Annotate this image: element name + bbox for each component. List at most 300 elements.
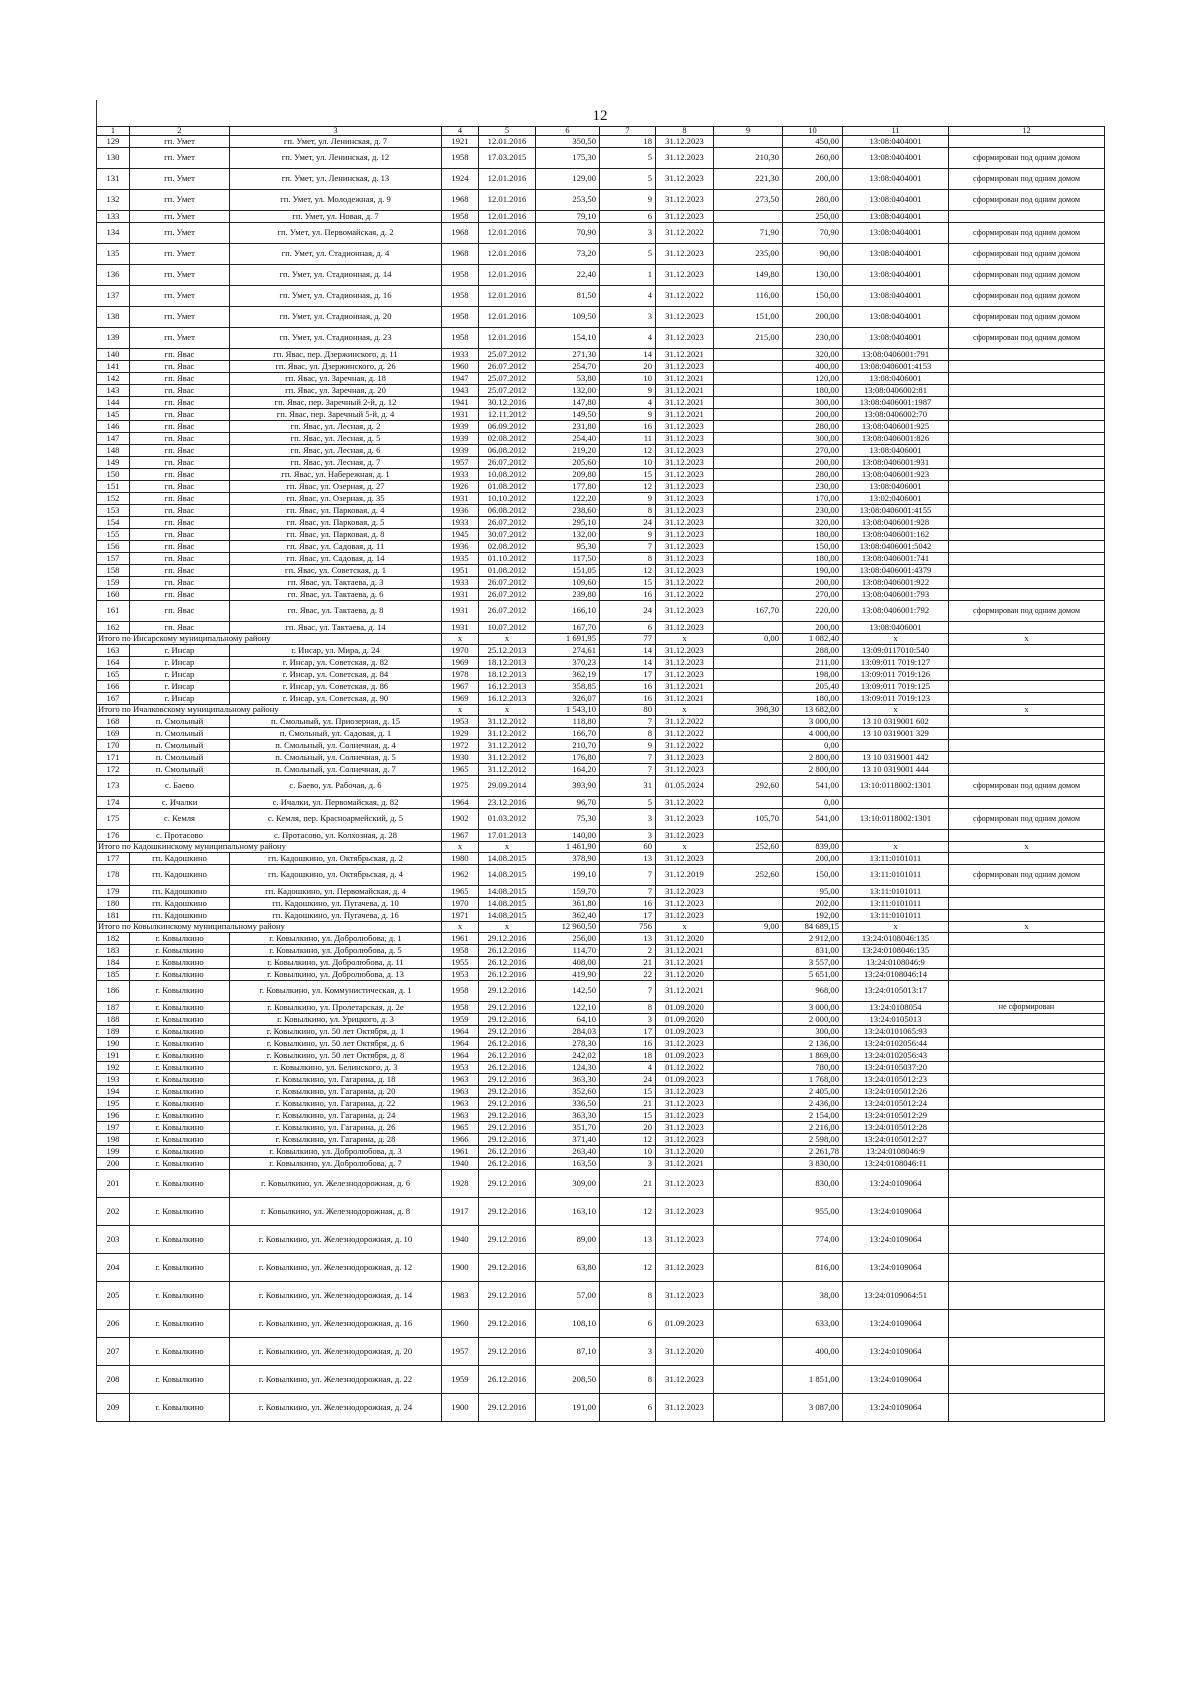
table-row bbox=[97, 421, 1105, 433]
cell-row-number: 207 bbox=[97, 1338, 130, 1366]
cell-cadastral-number: 13:08:0404001 bbox=[843, 211, 949, 223]
cell-plot-area bbox=[714, 669, 783, 681]
cell-resettle-date: 31.12.2023 bbox=[656, 307, 714, 328]
cell-plot-area bbox=[714, 1086, 783, 1098]
cell-row-number: 129 bbox=[97, 136, 130, 148]
total-resettle-date: x bbox=[656, 922, 714, 933]
table-row bbox=[97, 1014, 1105, 1026]
cell-residents: 24 bbox=[600, 601, 656, 622]
cell-residents: 5 bbox=[600, 244, 656, 265]
cell-area: 238,60 bbox=[536, 505, 600, 517]
cell-note bbox=[949, 1338, 1105, 1366]
cell-note bbox=[949, 349, 1105, 361]
cell-area: 166,10 bbox=[536, 601, 600, 622]
cell-row-number: 186 bbox=[97, 981, 130, 1002]
cell-cadastral-number: 13:24:0105013 bbox=[843, 1014, 949, 1026]
cell-land-area: 300,00 bbox=[783, 1026, 843, 1038]
cell-row-number: 197 bbox=[97, 1122, 130, 1134]
cell-area: 164,20 bbox=[536, 764, 600, 776]
cell-row-number: 145 bbox=[97, 409, 130, 421]
cell-cadastral-number: 13:08:0406001:4153 bbox=[843, 361, 949, 373]
cell-resettle-date: 31.12.2023 bbox=[656, 1110, 714, 1122]
cell-residents: 15 bbox=[600, 1110, 656, 1122]
cell-area: 393,90 bbox=[536, 776, 600, 797]
cell-date-recognized: 29.12.2016 bbox=[479, 1338, 536, 1366]
cell-note: сформирован под одним домом bbox=[949, 601, 1105, 622]
cell-resettle-date: 31.12.2021 bbox=[656, 397, 714, 409]
cell-row-number: 193 bbox=[97, 1074, 130, 1086]
cell-cadastral-number: 13:24:0105012:26 bbox=[843, 1086, 949, 1098]
cell-note bbox=[949, 981, 1105, 1002]
cell-note bbox=[949, 622, 1105, 634]
total-area: 1 461,90 bbox=[536, 842, 600, 853]
cell-address: гп. Явас, ул. Лесная, д. 6 bbox=[230, 445, 442, 457]
cell-resettle-date: 31.12.2021 bbox=[656, 349, 714, 361]
cell-residents: 18 bbox=[600, 136, 656, 148]
cell-plot-area bbox=[714, 1146, 783, 1158]
cell-settlement: гп. Явас bbox=[130, 505, 230, 517]
cell-resettle-date: 31.12.2023 bbox=[656, 517, 714, 529]
total-land-area: 1 082,40 bbox=[783, 634, 843, 645]
total-resettle-date: x bbox=[656, 634, 714, 645]
cell-resettle-date: 01.09.2020 bbox=[656, 1002, 714, 1014]
cell-address: гп. Явас, ул. Тактаева, д. 14 bbox=[230, 622, 442, 634]
cell-address: гп. Кадошкино, ул. Октябрьская, д. 4 bbox=[230, 865, 442, 886]
cell-address: г. Ковылкино, ул. Пролетарская, д. 2е bbox=[230, 1002, 442, 1014]
cell-address: г. Инсар, ул. Советская, д. 84 bbox=[230, 669, 442, 681]
table-row bbox=[97, 265, 1105, 286]
table-row bbox=[97, 797, 1105, 809]
cell-plot-area bbox=[714, 898, 783, 910]
cell-build-year: 1968 bbox=[442, 190, 479, 211]
cell-settlement: г. Ковылкино bbox=[130, 1226, 230, 1254]
cell-settlement: гп. Явас bbox=[130, 601, 230, 622]
cell-area: 176,80 bbox=[536, 752, 600, 764]
cell-cadastral-number: 13:24:0105012:23 bbox=[843, 1074, 949, 1086]
total-residents: 756 bbox=[600, 922, 656, 933]
cell-date-recognized: 18.12.2013 bbox=[479, 669, 536, 681]
cell-residents: 17 bbox=[600, 1026, 656, 1038]
cell-date-recognized: 26.12.2016 bbox=[479, 1050, 536, 1062]
total-plot-area: 9,00 bbox=[714, 922, 783, 933]
table-row bbox=[97, 1062, 1105, 1074]
cell-residents: 1 bbox=[600, 265, 656, 286]
cell-cadastral-number: 13:08:0406001 bbox=[843, 445, 949, 457]
cell-address: гп. Явас, ул. Тактаева, д. 6 bbox=[230, 589, 442, 601]
cell-cadastral-number: 13:08:0406001:826 bbox=[843, 433, 949, 445]
cell-row-number: 206 bbox=[97, 1310, 130, 1338]
cell-resettle-date: 31.12.2023 bbox=[656, 148, 714, 169]
cell-date-recognized: 12.01.2016 bbox=[479, 244, 536, 265]
cell-address: г. Ковылкино, ул. Добролюбова, д. 5 bbox=[230, 945, 442, 957]
cell-build-year: 1957 bbox=[442, 1338, 479, 1366]
cell-note: сформирован под одним домом bbox=[949, 865, 1105, 886]
cell-row-number: 135 bbox=[97, 244, 130, 265]
cell-address: п. Смольный, ул. Солнечная, д. 7 bbox=[230, 764, 442, 776]
total-note: x bbox=[949, 842, 1105, 853]
cell-residents: 6 bbox=[600, 1394, 656, 1422]
column-number-header bbox=[97, 127, 1105, 136]
cell-land-area: 180,00 bbox=[783, 385, 843, 397]
cell-note bbox=[949, 764, 1105, 776]
cell-cadastral-number: 13:24:0109064 bbox=[843, 1226, 949, 1254]
cell-cadastral-number: 13:08:0404001 bbox=[843, 148, 949, 169]
cell-date-recognized: 29.12.2016 bbox=[479, 1110, 536, 1122]
cell-resettle-date: 31.12.2023 bbox=[656, 553, 714, 565]
cell-date-recognized: 29.12.2016 bbox=[479, 1170, 536, 1198]
cell-settlement: п. Смольный bbox=[130, 740, 230, 752]
cell-residents: 9 bbox=[600, 190, 656, 211]
cell-land-area: 300,00 bbox=[783, 397, 843, 409]
cell-land-area: 130,00 bbox=[783, 265, 843, 286]
cell-note bbox=[949, 1158, 1105, 1170]
cell-plot-area: 71,90 bbox=[714, 223, 783, 244]
cell-date-recognized: 14.08.2015 bbox=[479, 853, 536, 865]
cell-note: сформирован под одним домом bbox=[949, 223, 1105, 244]
cell-date-recognized: 06.08.2012 bbox=[479, 445, 536, 457]
cell-date-recognized: 12.01.2016 bbox=[479, 223, 536, 244]
cell-note bbox=[949, 136, 1105, 148]
cell-date-recognized: 31.12.2012 bbox=[479, 764, 536, 776]
cell-build-year: 1958 bbox=[442, 328, 479, 349]
cell-land-area: 192,00 bbox=[783, 910, 843, 922]
cell-cadastral-number: 13:24:0109064 bbox=[843, 1338, 949, 1366]
cell-land-area: 831,00 bbox=[783, 945, 843, 957]
cell-settlement: гп. Явас bbox=[130, 349, 230, 361]
cell-settlement: гп. Явас bbox=[130, 373, 230, 385]
cell-note bbox=[949, 1062, 1105, 1074]
cell-address: г. Ковылкино, ул. Гагарина, д. 26 bbox=[230, 1122, 442, 1134]
cell-note bbox=[949, 716, 1105, 728]
cell-build-year: 1939 bbox=[442, 445, 479, 457]
table-row bbox=[97, 1026, 1105, 1038]
table-row bbox=[97, 211, 1105, 223]
cell-residents: 8 bbox=[600, 728, 656, 740]
cell-residents: 31 bbox=[600, 776, 656, 797]
cell-land-area: 780,00 bbox=[783, 1062, 843, 1074]
cell-cadastral-number: 13:08:0406001:922 bbox=[843, 577, 949, 589]
table-row bbox=[97, 223, 1105, 244]
cell-residents: 9 bbox=[600, 409, 656, 421]
cell-row-number: 156 bbox=[97, 541, 130, 553]
cell-row-number: 181 bbox=[97, 910, 130, 922]
cell-settlement: гп. Явас bbox=[130, 565, 230, 577]
cell-resettle-date: 31.12.2023 bbox=[656, 457, 714, 469]
cell-address: гп. Явас, ул. Лесная, д. 5 bbox=[230, 433, 442, 445]
cell-address: г. Ковылкино, ул. Добролюбова, д. 1 bbox=[230, 933, 442, 945]
cell-row-number: 173 bbox=[97, 776, 130, 797]
cell-address: гп. Явас, ул. Тактаева, д. 8 bbox=[230, 601, 442, 622]
cell-land-area: 150,00 bbox=[783, 865, 843, 886]
cell-settlement: гп. Умет bbox=[130, 328, 230, 349]
cell-resettle-date: 31.12.2021 bbox=[656, 1158, 714, 1170]
cell-build-year: 1939 bbox=[442, 421, 479, 433]
cell-cadastral-number: 13:11:0101011 bbox=[843, 898, 949, 910]
cell-residents: 21 bbox=[600, 957, 656, 969]
cell-plot-area bbox=[714, 752, 783, 764]
cell-area: 363,30 bbox=[536, 1110, 600, 1122]
cell-cadastral-number: 13:08:0404001 bbox=[843, 307, 949, 328]
cell-plot-area bbox=[714, 373, 783, 385]
table-row bbox=[97, 373, 1105, 385]
cell-settlement: г. Ковылкино bbox=[130, 933, 230, 945]
cell-area: 79,10 bbox=[536, 211, 600, 223]
cell-date-recognized: 26.12.2016 bbox=[479, 945, 536, 957]
cell-settlement: гп. Кадошкино bbox=[130, 865, 230, 886]
cell-settlement: г. Ковылкино bbox=[130, 1146, 230, 1158]
cell-address: г. Ковылкино, ул. Добролюбова, д. 11 bbox=[230, 957, 442, 969]
cell-note bbox=[949, 517, 1105, 529]
cell-land-area: 230,00 bbox=[783, 505, 843, 517]
cell-residents: 10 bbox=[600, 373, 656, 385]
cell-residents: 5 bbox=[600, 148, 656, 169]
cell-plot-area bbox=[714, 693, 783, 705]
cell-plot-area bbox=[714, 728, 783, 740]
cell-settlement: п. Смольный bbox=[130, 764, 230, 776]
cell-area: 63,80 bbox=[536, 1254, 600, 1282]
cell-area: 239,80 bbox=[536, 589, 600, 601]
cell-residents: 3 bbox=[600, 1338, 656, 1366]
cell-plot-area bbox=[714, 1366, 783, 1394]
cell-area: 132,00 bbox=[536, 529, 600, 541]
cell-plot-area bbox=[714, 681, 783, 693]
cell-row-number: 153 bbox=[97, 505, 130, 517]
cell-land-area: 2 912,00 bbox=[783, 933, 843, 945]
cell-resettle-date: 31.12.2021 bbox=[656, 693, 714, 705]
cell-land-area: 200,00 bbox=[783, 307, 843, 328]
cell-address: п. Смольный, ул. Солнечная, д. 5 bbox=[230, 752, 442, 764]
cell-note bbox=[949, 933, 1105, 945]
cell-area: 177,80 bbox=[536, 481, 600, 493]
cell-plot-area bbox=[714, 969, 783, 981]
cell-plot-area bbox=[714, 1170, 783, 1198]
cell-date-recognized: 26.07.2012 bbox=[479, 601, 536, 622]
cell-build-year: 1931 bbox=[442, 409, 479, 421]
cell-settlement: г. Ковылкино bbox=[130, 969, 230, 981]
cell-plot-area bbox=[714, 517, 783, 529]
cell-settlement: гп. Умет bbox=[130, 190, 230, 211]
cell-land-area: 200,00 bbox=[783, 622, 843, 634]
cell-resettle-date: 31.12.2021 bbox=[656, 681, 714, 693]
cell-address: г. Ковылкино, ул. Гагарина, д. 28 bbox=[230, 1134, 442, 1146]
cell-row-number: 166 bbox=[97, 681, 130, 693]
cell-build-year: 1960 bbox=[442, 1310, 479, 1338]
cell-row-number: 144 bbox=[97, 397, 130, 409]
cell-note: сформирован под одним домом bbox=[949, 286, 1105, 307]
total-build-year: x bbox=[442, 842, 479, 853]
cell-build-year: 1902 bbox=[442, 809, 479, 830]
cell-area: 254,40 bbox=[536, 433, 600, 445]
cell-settlement: г. Ковылкино bbox=[130, 1134, 230, 1146]
cell-note bbox=[949, 853, 1105, 865]
cell-build-year: 1931 bbox=[442, 493, 479, 505]
cell-note bbox=[949, 385, 1105, 397]
cell-residents: 8 bbox=[600, 1002, 656, 1014]
cell-settlement: п. Смольный bbox=[130, 752, 230, 764]
cell-settlement: г. Ковылкино bbox=[130, 1158, 230, 1170]
cell-date-recognized: 17.01.2013 bbox=[479, 830, 536, 842]
cell-residents: 17 bbox=[600, 910, 656, 922]
cell-settlement: г. Ковылкино bbox=[130, 957, 230, 969]
cell-land-area bbox=[783, 830, 843, 842]
cell-land-area: 1 869,00 bbox=[783, 1050, 843, 1062]
cell-residents: 5 bbox=[600, 797, 656, 809]
cell-area: 210,70 bbox=[536, 740, 600, 752]
total-area: 1 543,10 bbox=[536, 705, 600, 716]
cell-settlement: с. Протасово bbox=[130, 830, 230, 842]
cell-resettle-date: 31.12.2023 bbox=[656, 244, 714, 265]
cell-date-recognized: 25.07.2012 bbox=[479, 349, 536, 361]
total-land-area: 13 682,00 bbox=[783, 705, 843, 716]
table-row bbox=[97, 1098, 1105, 1110]
cell-cadastral-number: 13:08:0406001:1987 bbox=[843, 397, 949, 409]
cell-address: гп. Явас, ул. Садовая, д. 11 bbox=[230, 541, 442, 553]
cell-row-number: 168 bbox=[97, 716, 130, 728]
cell-build-year: 1931 bbox=[442, 622, 479, 634]
cell-date-recognized: 01.08.2012 bbox=[479, 481, 536, 493]
total-note: x bbox=[949, 634, 1105, 645]
cell-row-number: 149 bbox=[97, 457, 130, 469]
table-row bbox=[97, 148, 1105, 169]
cell-address: гп. Явас, ул. Озерная, д. 27 bbox=[230, 481, 442, 493]
cell-area: 378,90 bbox=[536, 853, 600, 865]
column-header-8: 8 bbox=[656, 127, 714, 136]
district-total-label: Итого по Инсарскому муниципальному району bbox=[97, 634, 442, 645]
cell-row-number: 202 bbox=[97, 1198, 130, 1226]
cell-address: г. Ковылкино, ул. Железнодорожная, д. 12 bbox=[230, 1254, 442, 1282]
cell-area: 361,80 bbox=[536, 898, 600, 910]
cell-land-area: 400,00 bbox=[783, 361, 843, 373]
cell-resettle-date: 31.12.2023 bbox=[656, 764, 714, 776]
cell-residents: 21 bbox=[600, 1170, 656, 1198]
cell-plot-area bbox=[714, 1338, 783, 1366]
cell-date-recognized: 29.12.2016 bbox=[479, 1086, 536, 1098]
cell-area: 242,02 bbox=[536, 1050, 600, 1062]
cell-row-number: 175 bbox=[97, 809, 130, 830]
cell-area: 109,50 bbox=[536, 307, 600, 328]
cell-land-area: 180,00 bbox=[783, 693, 843, 705]
cell-row-number: 160 bbox=[97, 589, 130, 601]
cell-plot-area bbox=[714, 1038, 783, 1050]
cell-build-year: 1933 bbox=[442, 349, 479, 361]
cell-date-recognized: 12.01.2016 bbox=[479, 169, 536, 190]
cell-note: сформирован под одним домом bbox=[949, 190, 1105, 211]
table-row bbox=[97, 1170, 1105, 1198]
cell-build-year: 1968 bbox=[442, 244, 479, 265]
cell-address: гп. Умет, ул. Молодежная, д. 9 bbox=[230, 190, 442, 211]
cell-settlement: гп. Явас bbox=[130, 409, 230, 421]
cell-build-year: 1930 bbox=[442, 752, 479, 764]
cell-settlement: гп. Явас bbox=[130, 589, 230, 601]
cell-build-year: 1983 bbox=[442, 1282, 479, 1310]
cell-residents: 3 bbox=[600, 223, 656, 244]
cell-resettle-date: 31.12.2023 bbox=[656, 853, 714, 865]
cell-land-area: 3 087,00 bbox=[783, 1394, 843, 1422]
cell-resettle-date: 31.12.2023 bbox=[656, 1394, 714, 1422]
cell-cadastral-number: 13:08:0404001 bbox=[843, 328, 949, 349]
cell-date-recognized: 01.03.2012 bbox=[479, 809, 536, 830]
registry-body bbox=[97, 127, 1105, 1422]
cell-note bbox=[949, 1038, 1105, 1050]
cell-resettle-date: 31.12.2023 bbox=[656, 505, 714, 517]
cell-area: 175,30 bbox=[536, 148, 600, 169]
housing-registry-table bbox=[96, 126, 1105, 1422]
cell-row-number: 148 bbox=[97, 445, 130, 457]
cell-address: г. Ковылкино, ул. Железнодорожная, д. 16 bbox=[230, 1310, 442, 1338]
cell-residents: 7 bbox=[600, 865, 656, 886]
table-row bbox=[97, 1198, 1105, 1226]
cell-plot-area bbox=[714, 505, 783, 517]
cell-address: гп. Умет, ул. Стадионная, д. 4 bbox=[230, 244, 442, 265]
table-row bbox=[97, 565, 1105, 577]
cell-resettle-date: 31.12.2022 bbox=[656, 728, 714, 740]
cell-note bbox=[949, 681, 1105, 693]
table-row bbox=[97, 1122, 1105, 1134]
cell-plot-area bbox=[714, 830, 783, 842]
cell-row-number: 152 bbox=[97, 493, 130, 505]
cell-land-area: 180,00 bbox=[783, 553, 843, 565]
cell-build-year: 1964 bbox=[442, 1038, 479, 1050]
cell-area: 295,10 bbox=[536, 517, 600, 529]
cell-plot-area: 167,70 bbox=[714, 601, 783, 622]
cell-residents: 16 bbox=[600, 693, 656, 705]
cell-land-area: 633,00 bbox=[783, 1310, 843, 1338]
cell-settlement: г. Инсар bbox=[130, 645, 230, 657]
cell-cadastral-number: 13:08:0406001:4379 bbox=[843, 565, 949, 577]
cell-area: 253,50 bbox=[536, 190, 600, 211]
cell-build-year: 1962 bbox=[442, 865, 479, 886]
cell-address: п. Смольный, ул. Солнечная, д. 4 bbox=[230, 740, 442, 752]
cell-area: 358,85 bbox=[536, 681, 600, 693]
cell-date-recognized: 16.12.2013 bbox=[479, 693, 536, 705]
cell-settlement: г. Ковылкино bbox=[130, 1086, 230, 1098]
cell-row-number: 134 bbox=[97, 223, 130, 244]
cell-plot-area bbox=[714, 1014, 783, 1026]
cell-note: сформирован под одним домом bbox=[949, 328, 1105, 349]
cell-resettle-date: 31.12.2023 bbox=[656, 469, 714, 481]
cell-cadastral-number: 13:24:0105013:17 bbox=[843, 981, 949, 1002]
table-row bbox=[97, 1086, 1105, 1098]
cell-area: 109,60 bbox=[536, 577, 600, 589]
cell-plot-area bbox=[714, 1310, 783, 1338]
cell-address: гп. Умет, ул. Ленинская, д. 7 bbox=[230, 136, 442, 148]
cell-plot-area bbox=[714, 589, 783, 601]
cell-resettle-date: 31.12.2023 bbox=[656, 421, 714, 433]
cell-row-number: 196 bbox=[97, 1110, 130, 1122]
cell-residents: 16 bbox=[600, 681, 656, 693]
cell-land-area: 205,40 bbox=[783, 681, 843, 693]
cell-note bbox=[949, 1198, 1105, 1226]
cell-cadastral-number: 13 10 0319001 329 bbox=[843, 728, 949, 740]
cell-note bbox=[949, 373, 1105, 385]
cell-row-number: 189 bbox=[97, 1026, 130, 1038]
cell-area: 278,30 bbox=[536, 1038, 600, 1050]
cell-settlement: гп. Явас bbox=[130, 469, 230, 481]
table-row bbox=[97, 1050, 1105, 1062]
cell-plot-area: 210,30 bbox=[714, 148, 783, 169]
cell-row-number: 163 bbox=[97, 645, 130, 657]
table-row bbox=[97, 529, 1105, 541]
cell-land-area: 774,00 bbox=[783, 1226, 843, 1254]
cell-address: с. Протасово, ул. Колхозная, д. 28 bbox=[230, 830, 442, 842]
cell-address: г. Инсар, ул. Советская, д. 90 bbox=[230, 693, 442, 705]
cell-residents: 4 bbox=[600, 1062, 656, 1074]
cell-note bbox=[949, 693, 1105, 705]
cell-date-recognized: 29.12.2016 bbox=[479, 1254, 536, 1282]
cell-area: 124,30 bbox=[536, 1062, 600, 1074]
table-row bbox=[97, 349, 1105, 361]
cell-note bbox=[949, 657, 1105, 669]
